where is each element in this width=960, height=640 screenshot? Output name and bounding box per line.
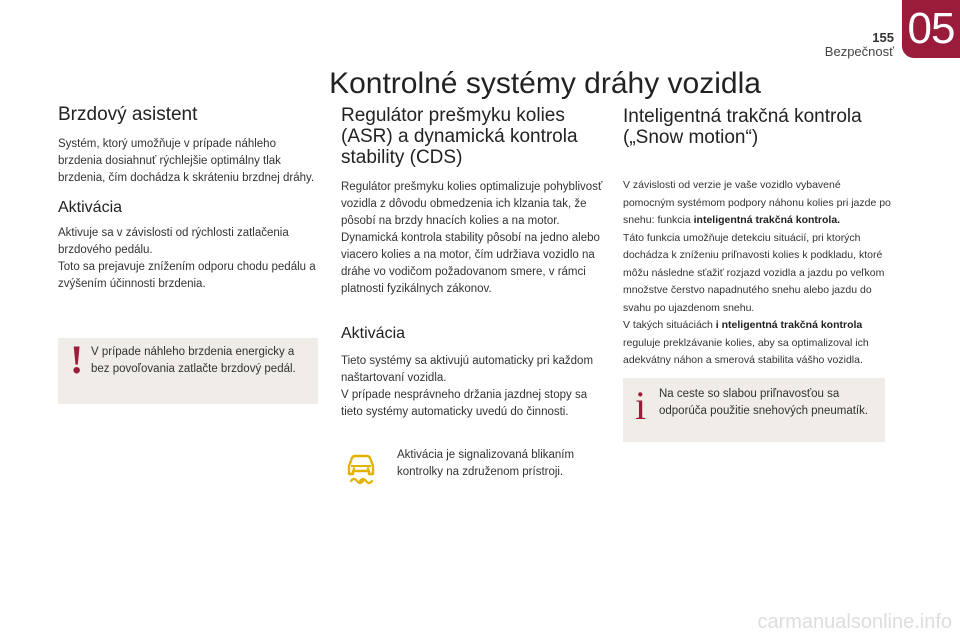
page-number: 155 — [872, 30, 894, 45]
asr-cds-activation-body-1: Tieto systémy sa aktivujú automaticky pri každom naštartovaní vozidla. — [341, 355, 594, 384]
skid-car-icon — [341, 448, 381, 488]
snow-motion-para-3-text-c: reguluje preklzávanie kolies, aby sa optimalizoval ich adekvátny náhon a smerová stabilita vášho vozidla. — [623, 336, 869, 366]
asr-body-1: Regulátor prešmyku kolies optimalizuje pohyblivosť vozidla z dôvodu obmedzenia ich klzania tak, že pôsobí na brzdy hnacích kolies a na motor. — [341, 181, 603, 227]
cds-body-2: Dynamická kontrola stability pôsobí na jedno alebo viacero kolies a na motor, čím udržiava vozidlo na dráhe vo vodičom požadovanom smere, v rámci platnosti fyzikálnych zákonov. — [341, 232, 600, 295]
brake-assist-activation-body-2: Toto sa prejavuje znížením odporu chodu pedálu a zvýšením účinnosti brzdenia. — [58, 261, 316, 290]
snow-motion-para-3 — [623, 317, 893, 370]
snow-motion-para-1 — [623, 177, 893, 230]
snow-motion-column — [623, 104, 893, 370]
snow-motion-para-2: Táto funkcia umožňuje detekciu situácií, pri ktorých dochádza k zníženiu priľnavosti kolies k podkladu, ktoré môžu následne sťažiť rozjazd vozidla a jazdu po veľkom množstve čerstvo napadnutého snehu alebo jazdu do svahu po ujazdenom snehu. — [623, 231, 885, 314]
info-i-icon: i — [635, 383, 647, 428]
info-box — [623, 378, 885, 442]
asr-cds-column — [341, 104, 611, 421]
chapter-tab: 05 — [902, 0, 960, 58]
page-title: Kontrolné systémy dráhy vozidla — [329, 67, 761, 100]
asr-cds-title-line-1: Regulátor prešmyku kolies — [341, 105, 565, 126]
stability-warning-light — [341, 448, 381, 488]
brake-assist-title: Brzdový asistent — [58, 104, 198, 125]
section-name: Bezpečnosť — [824, 44, 894, 59]
exclamation-icon: ! — [70, 337, 84, 382]
asr-cds-activation-title: Aktivácia — [341, 325, 406, 342]
watermark: carmanualsonline.info — [757, 611, 952, 633]
warning-text: V prípade náhleho brzdenia energicky a bez povoľovania zatlačte brzdový pedál. — [91, 346, 296, 375]
brake-assist-body: Systém, ktorý umožňuje v prípade náhleho brzdenia dosiahnuť rýchlejšie optimálny tlak brzdenia, čím dochádza k skráteniu brzdnej dráhy. — [58, 138, 315, 184]
brake-assist-activation-title: Aktivácia — [58, 199, 123, 216]
brake-assist-activation-body-1: Aktivuje sa v závislosti od rýchlosti zatlačenia brzdového pedálu. — [58, 227, 289, 256]
info-text: Na ceste so slabou priľnavosťou sa odporúča použitie snehových pneumatík. — [659, 388, 869, 417]
snow-motion-para-1-bold: inteligentná trakčná kontrola. — [693, 214, 841, 226]
asr-cds-title-line-2: (ASR) a dynamická kontrola — [341, 126, 578, 147]
snow-motion-title-line-2: („Snow motion“) — [623, 127, 759, 148]
snow-motion-title — [623, 106, 893, 148]
activation-note: Aktivácia je signalizovaná blikaním kontrolky na združenom prístroji. — [397, 449, 575, 478]
asr-cds-title — [341, 105, 611, 168]
warning-box — [58, 338, 318, 404]
snow-motion-para-3-text-a: V takých situáciách — [623, 319, 716, 331]
snow-motion-para-1-text: V závislosti od verzie je vaše vozidlo vybavené pomocným systémom podpory náhonu kolies pri jazde po snehu: funkcia — [623, 179, 891, 226]
asr-cds-activation-body-2: V prípade nesprávneho držania jazdnej stopy sa tieto systémy automaticky uvedú do činnosti. — [341, 389, 588, 418]
asr-cds-title-line-3: stability (CDS) — [341, 147, 463, 168]
brake-assist-column — [58, 104, 320, 293]
snow-motion-title-line-1: Inteligentná trakčná kontrola — [623, 106, 862, 127]
snow-motion-para-3-bold: i nteligentná trakčná kontrola — [715, 319, 863, 331]
